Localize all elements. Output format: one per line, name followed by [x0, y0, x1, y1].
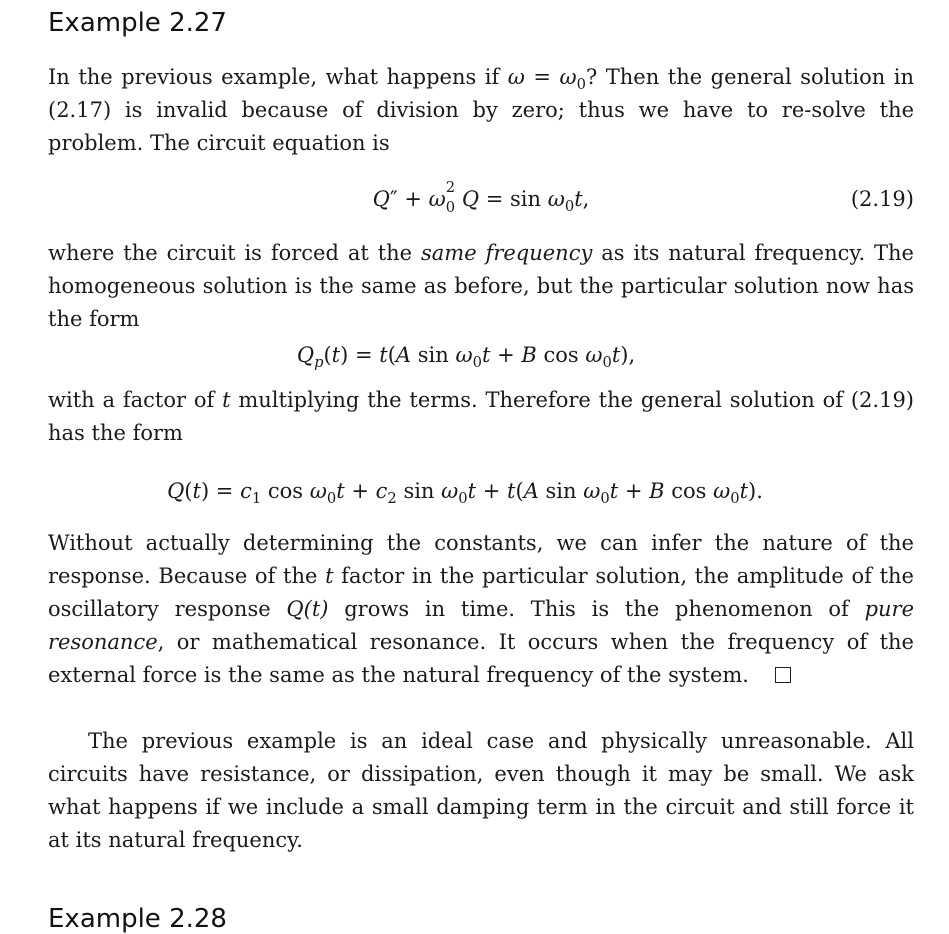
equation-general-solution: [48, 474, 914, 508]
general-math-t: t: [222, 388, 231, 412]
paragraph-forcing: [48, 237, 914, 336]
equation-2-19: [48, 179, 914, 216]
resonance-text-1: Without actually determining the constants, we can infer the nature of the response. Because of the: [48, 531, 914, 588]
equation-2-19-number: (2.19): [850, 187, 914, 211]
particular-solution-expression: $Q_p(t) = t(A$ $\sin \omega_0t + B$ $\cos \omega_0t$),: [296, 343, 636, 372]
resonance-text-2: factor in the particular solution, the amplitude of the oscillatory response: [48, 564, 914, 621]
resonance-math-q: Q(t): [286, 597, 329, 621]
equation-2-19-expression: Q″ + ω 2 0 $Q = \sin \omega_0t$,: [372, 179, 590, 216]
general-text-1: with a factor of: [48, 388, 223, 412]
forcing-text-1: where the circuit is forced at the: [48, 241, 421, 265]
paragraph-intro: [48, 61, 914, 160]
paragraph-damping: The previous example is an ideal case and physically unreasonable. All circuits have resistance, or dissipation, even though it may be small. We ask what happens if we include a small damping term in the circuit and still force it at its natural frequency.: [48, 729, 914, 852]
intro-text-1: In the previous example, what happens if: [48, 65, 508, 89]
forcing-emphasis: same frequency: [421, 241, 593, 265]
intro-math-omega: $\omega = \omega_0$: [507, 65, 586, 94]
qed-square-icon: [775, 667, 791, 683]
next-example-heading: Example 2.28: [48, 904, 227, 934]
resonance-emphasis: pure resonance: [48, 597, 914, 654]
intro-text-2: ? Then the general solution in (2.17) is invalid because of division by zero; thus we have to re-solve the problem. The circuit equation is: [48, 65, 914, 155]
resonance-math-t: t: [325, 564, 334, 588]
general-text-2: multiplying the terms. Therefore the general solution of (2.19) has the form: [48, 388, 914, 445]
forcing-text-2: as its natural frequency. The homogeneous solution is the same as before, but the particular solution now has the form: [48, 241, 914, 331]
example-heading: Example 2.27: [48, 8, 227, 38]
equation-particular-solution: [48, 338, 914, 372]
paragraph-resonance: [48, 527, 914, 692]
general-solution-expression: $Q(t) = c_1$ $\cos \omega_0t + c_2$ $\sin \omega_0t + t(A$ $\sin \omega_0t + B$ $\cos \omega_0t$).: [167, 479, 763, 508]
resonance-text-4: , or mathematical resonance. It occurs when the frequency of the external force is the same as the natural frequency of the system.: [48, 630, 914, 687]
paragraph-general-solution: [48, 384, 914, 450]
resonance-text-3: grows in time. This is the phenomenon of: [328, 597, 865, 621]
